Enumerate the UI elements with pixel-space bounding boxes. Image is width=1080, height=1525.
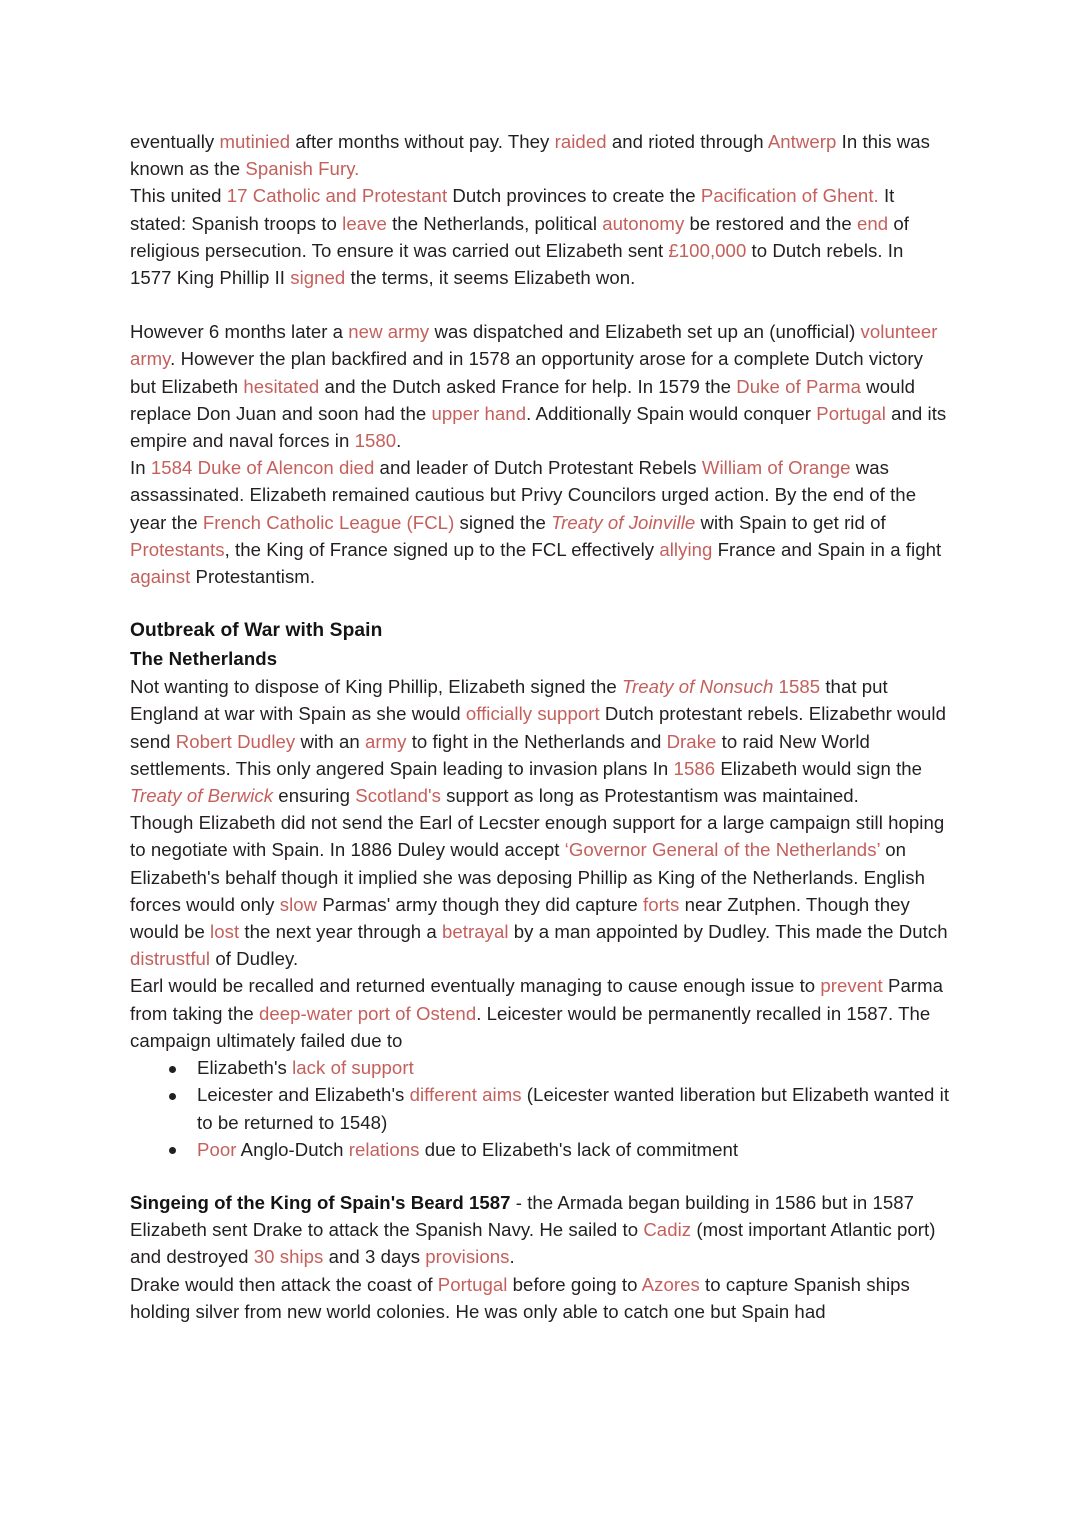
body-text: and the Dutch asked France for help. In 1579 the [319, 375, 737, 397]
highlighted-text: ‘Governor General of the Netherlands’ [564, 839, 881, 861]
body-text: and rioted through [606, 131, 768, 152]
body-text: . Leicester would be permanently recalled in 1587. The campaign ultimately failed due to [130, 1002, 931, 1051]
highlighted-text: Drake [666, 730, 717, 752]
highlighted-text: volunteer army [130, 321, 938, 370]
body-text: of religious persecution. To ensure it was carried out Elizabeth sent [130, 212, 909, 261]
list-item-anglo-dutch-relations [130, 1136, 950, 1163]
paragraph-governor-general [130, 809, 950, 972]
body-text: on Elizabeth's behalf though it implied she was deposing Phillip as King of the Netherlands. English forces would only [130, 839, 925, 915]
highlighted-text: end [856, 212, 889, 234]
highlighted-text: slow [279, 893, 318, 915]
list-item-different-aims [130, 1081, 950, 1135]
body-text: signed the [454, 511, 552, 533]
highlighted-text: 17 Catholic and Protestant [226, 185, 448, 207]
body-text: to raid New World settlements. This only angered Spain leading to invasion plans In [130, 730, 870, 779]
body-text: due to Elizabeth's lack of commitment [419, 1138, 739, 1160]
highlighted-text: 1585 [773, 676, 821, 698]
highlighted-text: army [364, 730, 407, 752]
highlighted-text: Treaty of Nonsuch [621, 676, 774, 698]
highlighted-text: William of Orange [701, 457, 851, 479]
highlighted-text: Portugal [437, 1273, 508, 1295]
highlighted-text: Robert Dudley [175, 730, 296, 752]
body-text: and 3 days [323, 1246, 426, 1268]
body-text: - the Armada began building in 1586 but in 1587 Elizabeth sent Drake to attack the Spanish Navy. He sailed to [130, 1191, 915, 1241]
subheading-the-netherlands: The Netherlands [130, 648, 278, 670]
body-text: (most important Atlantic port) and destroyed [130, 1219, 936, 1268]
body-text: . Additionally Spain would conquer [526, 402, 817, 424]
highlighted-text: Cadiz [643, 1219, 692, 1241]
body-text: before going to [507, 1273, 642, 1295]
body-text: was assassinated. Elizabeth remained cautious but Privy Councilors urged action. By the end of the year the [130, 457, 917, 533]
body-text: Earl would be recalled and returned eventually managing to cause enough issue to [130, 975, 821, 997]
highlighted-text: betrayal [442, 921, 509, 943]
body-text: Leicester and Elizabeth's [197, 1084, 410, 1106]
highlighted-text: prevent [820, 975, 883, 997]
body-text: France and Spain in a fight [712, 538, 942, 560]
highlighted-text: 1580 [354, 430, 397, 452]
highlighted-text: provisions [425, 1246, 510, 1268]
highlighted-text: against [130, 566, 191, 588]
body-text: by a man appointed by Dudley. This made the Dutch [508, 921, 948, 943]
body-text: be restored and the [684, 212, 857, 234]
highlighted-text: Portugal [816, 402, 886, 424]
list-campaign-failure-reasons [130, 1054, 950, 1163]
body-text: eventually [130, 131, 220, 152]
body-text: ensuring [273, 785, 356, 807]
body-text: to capture Spanish ships holding silver from new world colonies. He was only able to catch one but Spain had [130, 1273, 910, 1322]
highlighted-text: deep-water port of Ostend [258, 1002, 477, 1024]
body-text: Parma from taking the [130, 975, 944, 1024]
body-text: Though Elizabeth did not send the Earl of Lecster enough support for a large campaign still hoping to negotiate with Spain. In 1886 Duley would accept [130, 812, 945, 861]
bold-lead-in: Singeing of the King of Spain's Beard 1587 [130, 1191, 511, 1213]
body-text: the terms, it seems Elizabeth won. [345, 267, 636, 289]
highlighted-text: signed [290, 267, 346, 289]
body-text: . [396, 430, 402, 452]
body-text: In [130, 457, 151, 479]
body-text: that put England at war with Spain as she would [130, 676, 888, 725]
highlighted-text: different aims [409, 1084, 522, 1106]
paragraph-new-army-alencon [130, 318, 950, 590]
body-text: Anglo-Dutch [236, 1138, 349, 1160]
highlighted-text: Antwerp [767, 131, 837, 152]
highlighted-text: Azores [641, 1273, 700, 1295]
highlighted-text: lost [210, 921, 240, 943]
highlighted-text: raided [554, 131, 607, 152]
highlighted-text: £100,000 [668, 239, 747, 261]
highlighted-text: leave [342, 212, 387, 234]
highlighted-text: autonomy [602, 212, 685, 234]
body-text: In this was known as the [130, 131, 931, 180]
body-text: It stated: Spanish troops to [130, 185, 895, 234]
highlighted-text: 1584 Duke of Alencon died [150, 457, 375, 479]
highlighted-text: Duke of Parma [736, 375, 861, 397]
body-text: with an [295, 730, 365, 752]
body-text: This united [130, 185, 227, 207]
body-text: . [509, 1246, 515, 1268]
paragraph-treaty-of-nonsuch [130, 673, 950, 809]
highlighted-text: hesitated [243, 375, 320, 397]
highlighted-text: officially support [465, 703, 600, 725]
heading-outbreak-of-war-with-spain: Outbreak of War with Spain [130, 620, 383, 642]
list-spacer [130, 1163, 950, 1189]
document-body [130, 128, 950, 1325]
highlighted-text: upper hand [431, 402, 527, 424]
body-text: would replace Don Juan and soon had the [130, 375, 916, 424]
body-text: of Dudley. [210, 948, 299, 970]
body-text: (Leicester wanted liberation but Elizabeth wanted it to be returned to 1548) [197, 1084, 950, 1133]
body-text: the next year through a [239, 921, 442, 943]
body-text: However 6 months later a [130, 321, 349, 343]
highlighted-text: Scotland's [355, 785, 441, 807]
highlighted-text: Pacification of Ghent. [700, 185, 879, 207]
paragraph-spanish-fury [130, 128, 950, 291]
highlighted-text: 30 ships [253, 1246, 324, 1268]
body-text: near Zutphen. Though they would be [130, 893, 910, 943]
body-text: Drake would then attack the coast of [130, 1273, 438, 1295]
body-text: Dutch provinces to create the [447, 185, 701, 207]
highlighted-text: Poor [197, 1138, 237, 1160]
highlighted-text: forts [642, 893, 680, 915]
body-text: was dispatched and Elizabeth set up an (unofficial) [429, 321, 861, 343]
body-text: the Netherlands, political [386, 212, 603, 234]
body-text: . However the plan backfired and in 1578 an opportunity arose for a complete Dutch victory but Elizabeth [130, 348, 923, 397]
paragraph-spacer [130, 291, 950, 318]
highlighted-text: Spanish Fury. [245, 158, 360, 180]
body-text: Elizabeth would sign the [715, 757, 923, 779]
highlighted-text: mutinied [219, 131, 291, 152]
highlighted-text: 1586 [673, 757, 716, 779]
body-text: and leader of Dutch Protestant Rebels [374, 457, 702, 479]
body-text: with Spain to get rid of [695, 511, 886, 533]
paragraph-earl-recalled [130, 972, 950, 1054]
highlighted-text: distrustful [130, 948, 211, 970]
highlighted-text: Treaty of Joinville [551, 511, 696, 533]
body-text: after months without pay. They [290, 131, 555, 152]
highlighted-text: allying [659, 538, 713, 560]
body-text: and its empire and naval forces in [130, 402, 947, 452]
body-text: Parmas' army though they did capture [317, 893, 643, 915]
body-text: , the King of France signed up to the FCL effectively [224, 538, 660, 560]
paragraph-spacer [130, 590, 950, 617]
body-text: to Dutch rebels. In 1577 King Phillip II [130, 239, 904, 289]
body-text: Elizabeth's [197, 1057, 293, 1079]
body-text: Protestantism. [190, 566, 316, 588]
paragraph-singeing-beard [130, 1189, 950, 1325]
body-text: support as long as Protestantism was maintained. [440, 785, 859, 807]
highlighted-text: Protestants [130, 538, 225, 560]
body-text: Dutch protestant rebels. Elizabethr would send [130, 703, 946, 752]
body-text: Not wanting to dispose of King Phillip, Elizabeth signed the [130, 676, 622, 698]
highlighted-text: lack of support [292, 1057, 414, 1079]
highlighted-text: French Catholic League (FCL) [202, 511, 455, 533]
highlighted-text: relations [348, 1138, 420, 1160]
list-item-lack-of-support [130, 1054, 950, 1081]
body-text: to fight in the Netherlands and [406, 730, 667, 752]
highlighted-text: Treaty of Berwick [130, 785, 274, 807]
highlighted-text: new army [348, 321, 430, 343]
